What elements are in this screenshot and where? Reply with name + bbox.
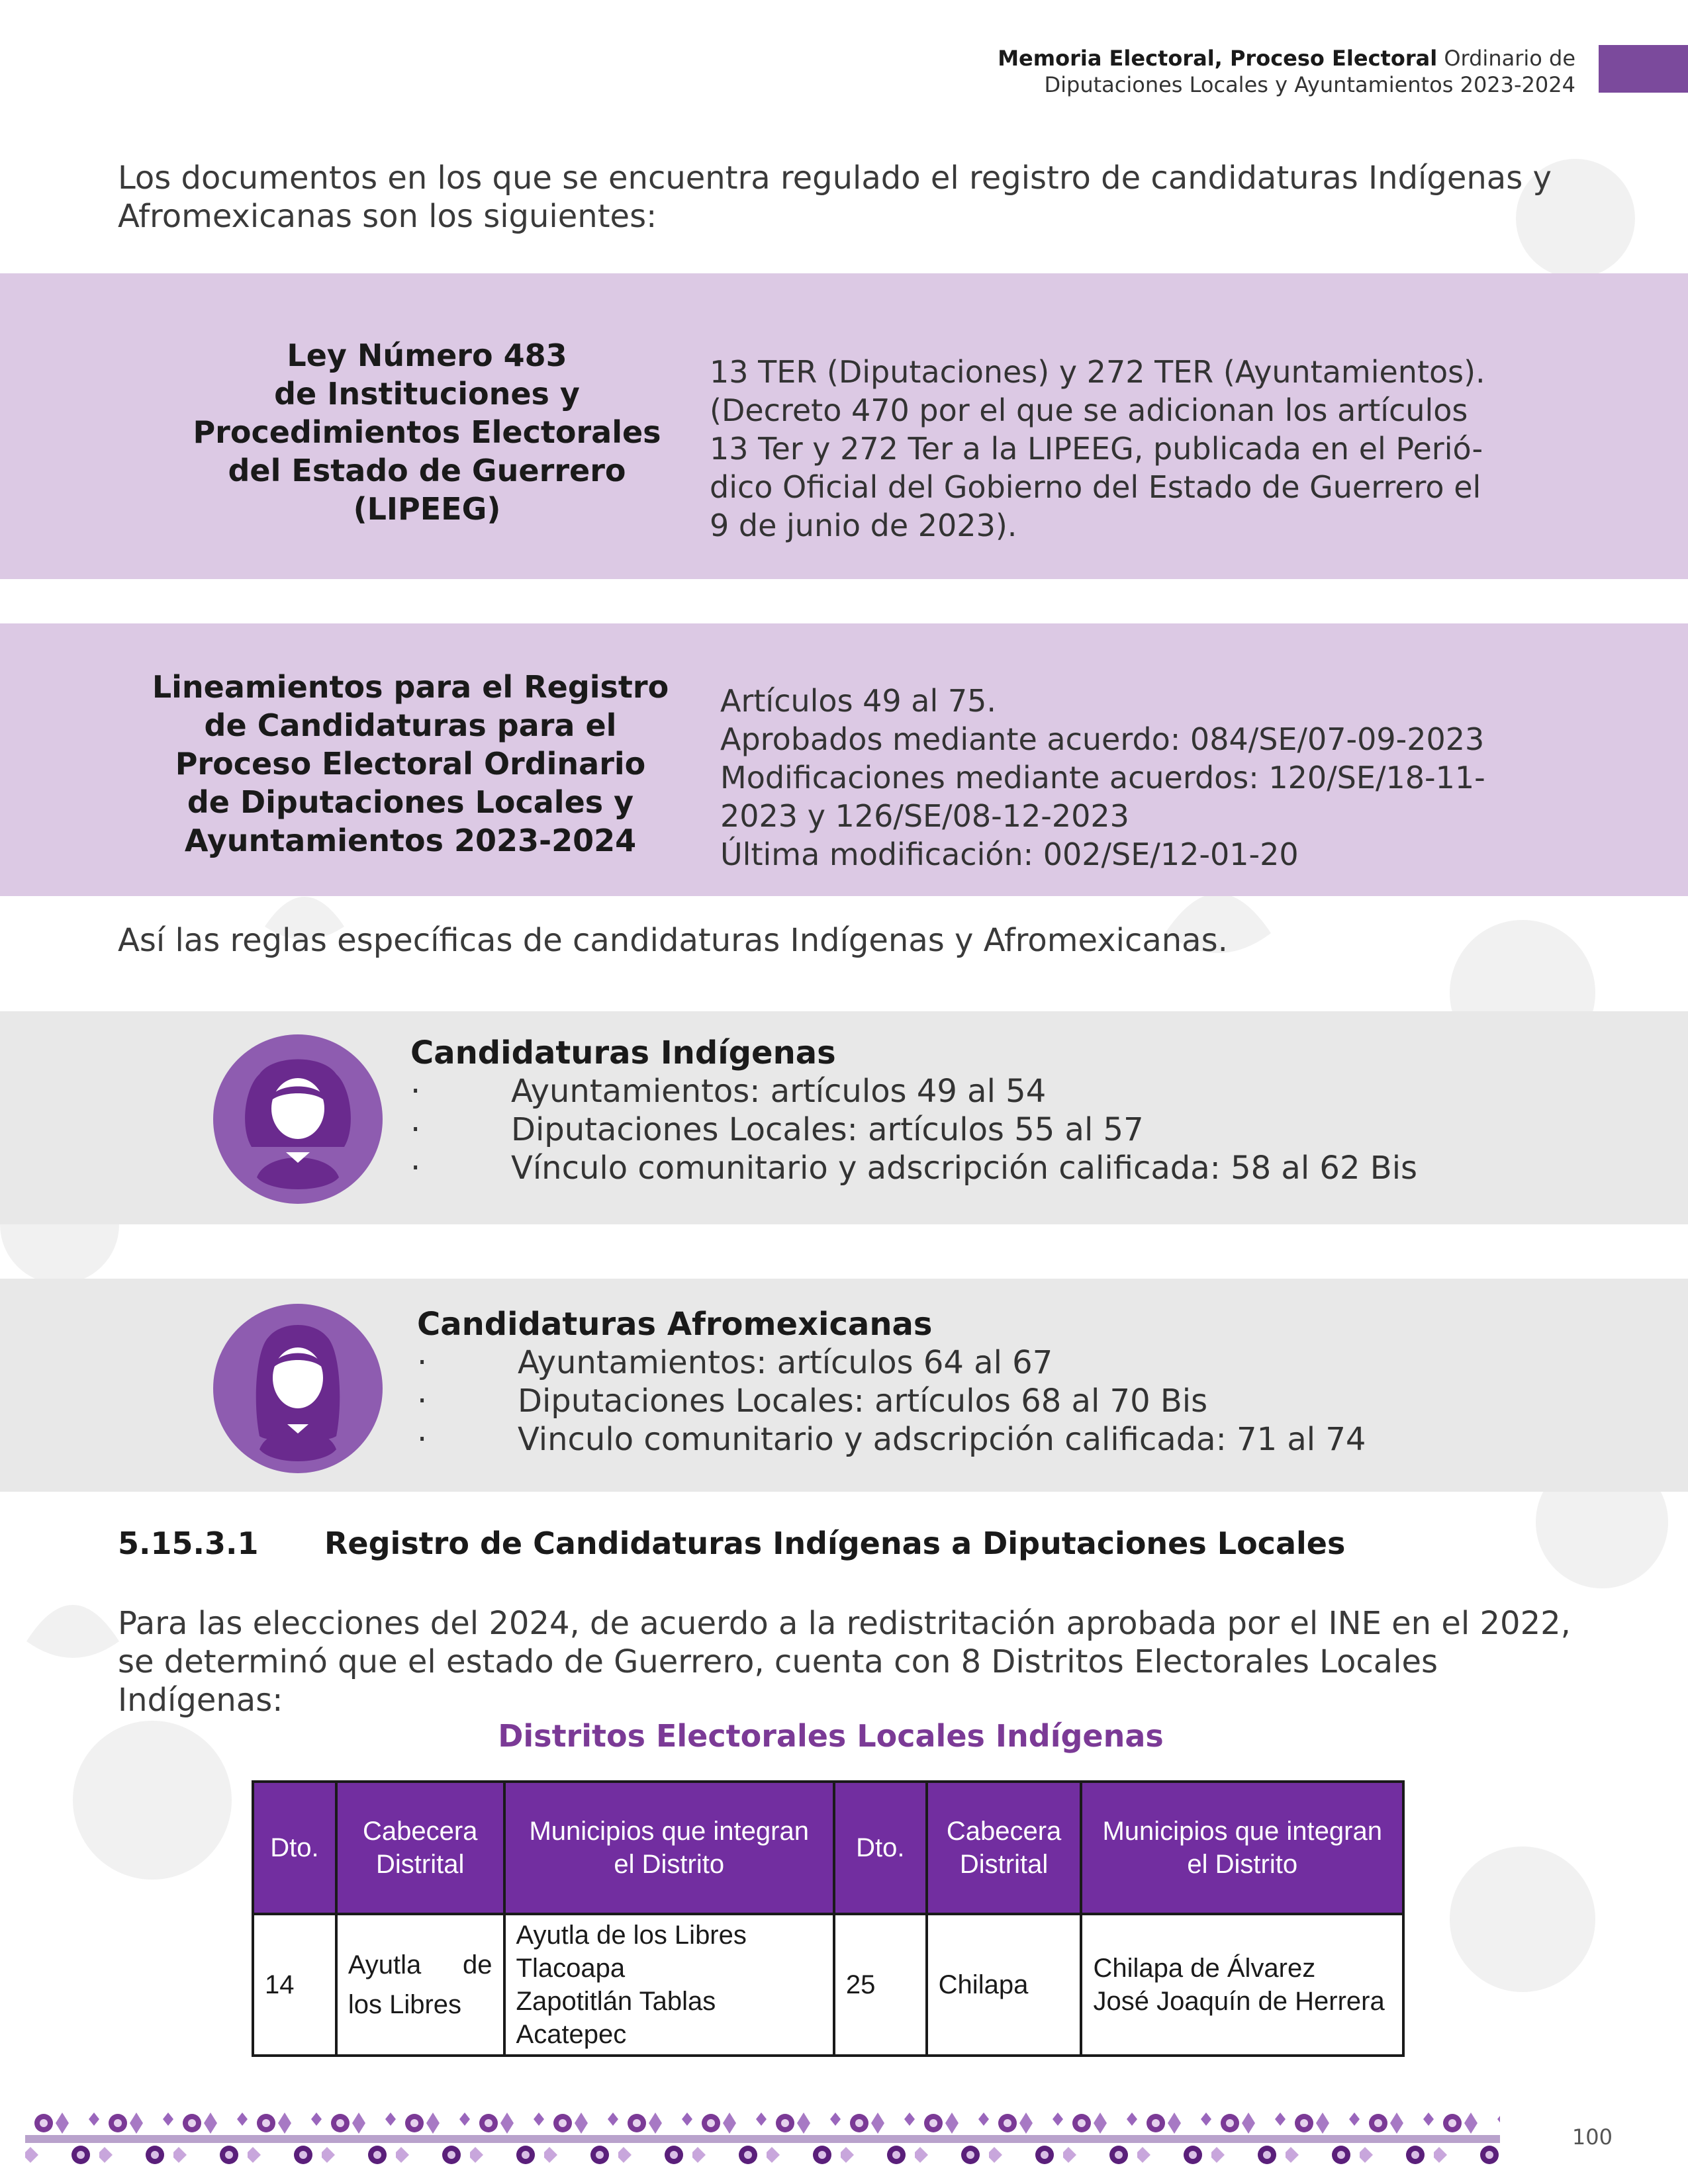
cell-cabecera-part: Ayutla (348, 1950, 422, 1979)
list-item (410, 1111, 1417, 1149)
table-header-row (253, 1782, 1403, 1914)
page-header (998, 45, 1575, 98)
intro-paragraph: Los documentos en los que se encuentra regulado el registro de candidaturas Indígenas y Afromexicanas son los siguientes: (118, 159, 1552, 235)
header-title-bold: Memoria Electoral, Proceso Electoral (998, 46, 1438, 71)
section-title: Registro de Candidaturas Indígenas a Diputaciones Locales (324, 1525, 1346, 1561)
page-number: 100 (1571, 2124, 1613, 2150)
section-number: 5.15.3.1 (118, 1525, 259, 1561)
document-description: Artículos 49 al 75. Aprobados mediante acuerdo: 084/SE/07-09-2023 Modificaciones mediante acuerdos: 120/SE/18-11- 2023 y 126/SE/08-12-2023 Última modificación: 002/SE/12-01-20 (720, 683, 1485, 872)
list-item-text: Vinculo comunitario y adscripción calificada: 71 al 74 (518, 1421, 1366, 1458)
document-title: Lineamientos para el Registro de Candidaturas para el Proceso Electoral Ordinario de Diputaciones Locales y Ayuntamientos 2023-2024 (152, 669, 669, 858)
bullet: · (417, 1421, 428, 1458)
list-item (417, 1382, 1366, 1420)
indigenous-woman-avatar-icon (213, 1034, 383, 1204)
cell-cabecera-part: los Libres (348, 1990, 462, 2019)
cell-municipios: Ayutla de los Libres Tlacoapa Zapotitlán Tablas Acatepec (504, 1914, 834, 2056)
candidaturas-indigenas-block (0, 1011, 1688, 1224)
section-paragraph: Para las elecciones del 2024, de acuerdo a la redistritación aprobada por el INE en el 2022, se determinó que el estado de Guerrero, cuenta con 8 Distritos Electorales Locales Indígenas: (118, 1605, 1571, 1719)
header-dto: Dto. (834, 1782, 927, 1914)
bullet: · (417, 1383, 428, 1420)
cell-cabecera-part: de (463, 1950, 492, 1979)
candidaturas-title: Candidaturas Afromexicanas (417, 1306, 933, 1343)
list-item-text: Ayuntamientos: artículos 64 al 67 (518, 1344, 1053, 1381)
embroidery-footer-band (25, 2106, 1500, 2172)
document-description: 13 TER (Diputaciones) y 272 TER (Ayuntamientos). (Decreto 470 por el que se adicionan los artículos 13 Ter y 272 Ter a la LIPEEG, publicada en el Perió- dico Oficial del Gobierno del Estado de Guerrero el 9 de junio de 2023). (710, 354, 1485, 543)
list-item (410, 1149, 1417, 1187)
bullet: · (410, 1150, 421, 1187)
document-block-lineamientos (0, 623, 1688, 896)
table-caption: Distritos Electorales Locales Indígenas (498, 1718, 1164, 1754)
districts-table (252, 1780, 1405, 2057)
candidaturas-list (410, 1072, 1417, 1187)
cell-cabecera: Chilapa (927, 1914, 1082, 2056)
cell-municipios: Chilapa de Álvarez José Joaquín de Herrera (1081, 1914, 1403, 2056)
list-item-text: Diputaciones Locales: artículos 68 al 70 Bis (518, 1383, 1208, 1420)
rules-intro: Así las reglas específicas de candidaturas Indígenas y Afromexicanas. (118, 922, 1228, 959)
candidaturas-list (417, 1343, 1366, 1459)
header-municipios: Municipios que integran el Distrito (504, 1782, 834, 1914)
cell-dto: 25 (834, 1914, 927, 2056)
afromexican-woman-avatar-icon (213, 1304, 383, 1473)
cell-cabecera (336, 1914, 504, 2056)
header-dto: Dto. (253, 1782, 336, 1914)
candidaturas-afromexicanas-block (0, 1279, 1688, 1492)
header-municipios: Municipios que integran el Distrito (1081, 1782, 1403, 1914)
bullet: · (410, 1073, 421, 1110)
cell-dto: 14 (253, 1914, 336, 2056)
header-accent-tab (1599, 45, 1688, 93)
list-item (417, 1420, 1366, 1459)
header-title-rest: Ordinario de (1444, 46, 1575, 71)
candidaturas-title: Candidaturas Indígenas (410, 1034, 836, 1071)
list-item-text: Vínculo comunitario y adscripción calificada: 58 al 62 Bis (511, 1150, 1418, 1187)
header-cabecera: Cabecera Distrital (336, 1782, 504, 1914)
header-cabecera: Cabecera Distrital (927, 1782, 1082, 1914)
table-row (253, 1914, 1403, 2056)
section-heading (118, 1525, 1345, 1561)
bullet: · (417, 1344, 428, 1381)
list-item (417, 1343, 1366, 1382)
header-subtitle: Diputaciones Locales y Ayuntamientos 2023-2024 (1044, 72, 1575, 97)
list-item-text: Ayuntamientos: artículos 49 al 54 (511, 1073, 1047, 1110)
list-item (410, 1072, 1417, 1111)
bullet: · (410, 1111, 421, 1148)
list-item-text: Diputaciones Locales: artículos 55 al 57 (511, 1111, 1144, 1148)
document-title: Ley Número 483 de Instituciones y Procedimientos Electorales del Estado de Guerrero (LIPEEG) (193, 338, 661, 527)
document-block-ley (0, 273, 1688, 579)
